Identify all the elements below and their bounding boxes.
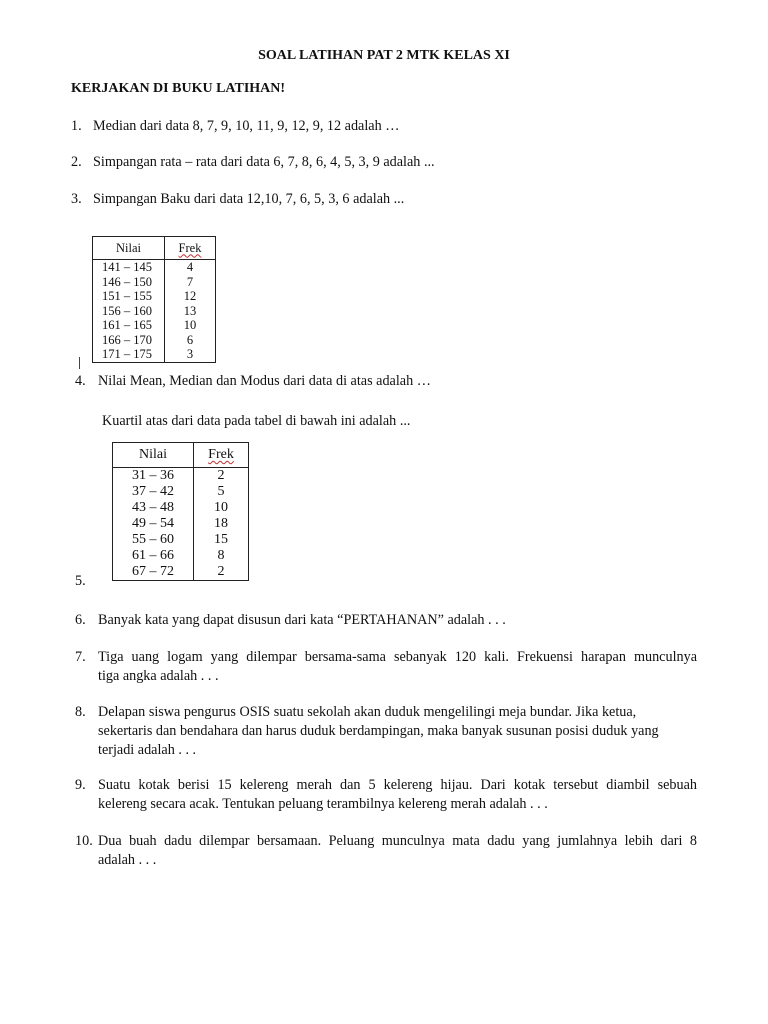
question-text: Nilai Mean, Median dan Modus dari data di atas adalah … xyxy=(98,373,431,389)
question-3 xyxy=(71,190,405,209)
cell-nilai: 55 – 60 xyxy=(113,532,194,548)
table-row xyxy=(113,484,249,500)
question-5-text: Kuartil atas dari data pada tabel di bawah ini adalah ... xyxy=(102,413,411,429)
cell-frek: 3 xyxy=(165,347,216,362)
cell-frek: 18 xyxy=(194,516,249,532)
question-text: Simpangan Baku dari data 12,10, 7, 6, 5, 3, 6 adalah ... xyxy=(93,191,405,207)
question-4 xyxy=(75,372,431,391)
question-text-line: sekertaris dan bendahara dan harus duduk berdampingan, maka banyak susunan posisi duduk yang xyxy=(98,723,659,739)
question-5-number: 5. xyxy=(75,573,86,589)
question-text-line: terjadi adalah . . . xyxy=(98,742,197,758)
question-text: Banyak kata yang dapat disusun dari kata “PERTAHANAN” adalah . . . xyxy=(98,612,506,628)
table-row xyxy=(93,333,216,348)
cell-frek: 15 xyxy=(194,532,249,548)
cell-frek: 4 xyxy=(165,260,216,275)
cell-nilai: 31 – 36 xyxy=(113,468,194,485)
cell-frek: 2 xyxy=(194,468,249,485)
question-1 xyxy=(71,117,400,136)
instruction: KERJAKAN DI BUKU LATIHAN! xyxy=(71,81,286,96)
cell-nilai: 161 – 165 xyxy=(93,318,165,333)
cell-nilai: 67 – 72 xyxy=(113,564,194,581)
cell-frek: 12 xyxy=(165,289,216,304)
cell-frek: 8 xyxy=(194,548,249,564)
cell-nilai: 156 – 160 xyxy=(93,304,165,319)
question-number: 8. xyxy=(75,704,86,720)
cell-nilai: 171 – 175 xyxy=(93,347,165,362)
cell-nilai: 141 – 145 xyxy=(93,260,165,275)
cell-nilai: 61 – 66 xyxy=(113,548,194,564)
cell-frek: 5 xyxy=(194,484,249,500)
document-title: SOAL LATIHAN PAT 2 MTK KELAS XI xyxy=(258,48,510,63)
column-header-nilai: Nilai xyxy=(93,237,165,260)
question-number: 1. xyxy=(71,118,82,134)
question-text-line: Dua buah dadu dilempar bersamaan. Peluang munculnya mata dadu yang jumlahnya lebih dari 8 xyxy=(98,833,697,849)
table-row xyxy=(93,318,216,333)
cell-frek: 10 xyxy=(165,318,216,333)
cell-nilai: 146 – 150 xyxy=(93,275,165,290)
cell-frek: 7 xyxy=(165,275,216,290)
question-text-line: kelereng secara acak. Tentukan peluang terambilnya kelereng merah adalah . . . xyxy=(98,796,548,812)
cell-nilai: 49 – 54 xyxy=(113,516,194,532)
question-6 xyxy=(75,611,506,630)
frequency-table-2 xyxy=(112,442,249,581)
question-text-line: Tiga uang logam yang dilempar bersama-sama sebanyak 120 kali. Frekuensi harapan munculnya xyxy=(98,649,697,665)
question-number: 4. xyxy=(75,373,86,389)
table-row xyxy=(93,260,216,275)
cell-nilai: 37 – 42 xyxy=(113,484,194,500)
frequency-table-1 xyxy=(92,236,216,363)
table-row xyxy=(93,347,216,362)
question-text: Simpangan rata – rata dari data 6, 7, 8, 6, 4, 5, 3, 9 adalah ... xyxy=(93,154,435,170)
question-text: Median dari data 8, 7, 9, 10, 11, 9, 12, 9, 12 adalah … xyxy=(93,118,400,134)
table-row xyxy=(93,304,216,319)
table-row xyxy=(93,275,216,290)
column-header-nilai: Nilai xyxy=(113,443,194,468)
table-row xyxy=(93,289,216,304)
question-number: 6. xyxy=(75,612,86,628)
question-text-line: Suatu kotak berisi 15 kelereng merah dan 5 kelereng hijau. Dari kotak tersebut diambil sebuah xyxy=(98,777,697,793)
question-2 xyxy=(71,153,435,172)
cell-nilai: 166 – 170 xyxy=(93,333,165,348)
question-10 xyxy=(75,832,697,868)
question-text-line: adalah . . . xyxy=(98,852,157,868)
question-number: 3. xyxy=(71,191,82,207)
table-row xyxy=(113,564,249,581)
question-9 xyxy=(75,776,697,812)
question-number: 7. xyxy=(75,649,86,665)
table-row xyxy=(113,500,249,516)
cell-frek: 2 xyxy=(194,564,249,581)
table-row xyxy=(113,516,249,532)
cell-frek: 6 xyxy=(165,333,216,348)
question-number: 2. xyxy=(71,154,82,170)
question-number: 9. xyxy=(75,777,86,793)
question-8 xyxy=(75,703,697,758)
text-cursor xyxy=(79,357,80,369)
cell-frek: 13 xyxy=(165,304,216,319)
table-row xyxy=(113,532,249,548)
table-row xyxy=(113,468,249,485)
question-text-line: Delapan siswa pengurus OSIS suatu sekolah akan duduk mengelilingi meja bundar. Jika ketua, xyxy=(98,704,637,720)
question-number: 10. xyxy=(75,833,93,849)
cell-nilai: 43 – 48 xyxy=(113,500,194,516)
question-text-line: tiga angka adalah . . . xyxy=(98,668,219,684)
table-header-row xyxy=(93,237,216,260)
cell-frek: 10 xyxy=(194,500,249,516)
table-row xyxy=(113,548,249,564)
column-header-frek: Frek xyxy=(208,447,234,462)
column-header-frek: Frek xyxy=(178,240,202,255)
cell-nilai: 151 – 155 xyxy=(93,289,165,304)
table-header-row xyxy=(113,443,249,468)
question-7 xyxy=(75,648,697,684)
